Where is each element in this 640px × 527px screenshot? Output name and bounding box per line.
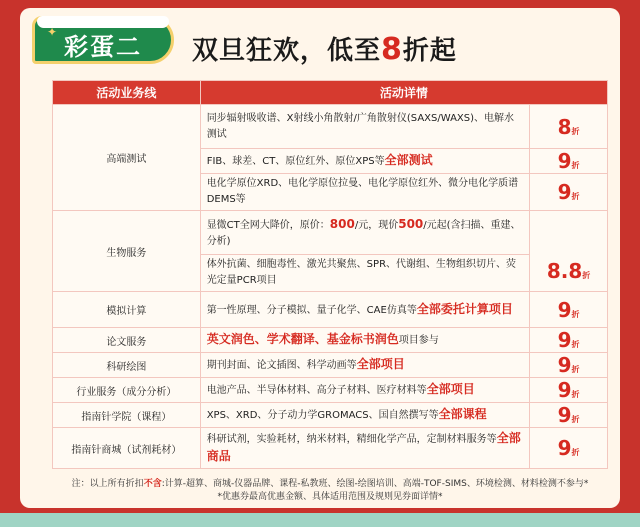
star-icon: ✦ [47,25,58,39]
footnote-rest: :计算-超算、商城-仪器品牌、课程-私教班、绘图-绘图培训、高端-TOF-SIMS、环境检测、材料检测不参与* [161,479,589,489]
table-body [53,105,608,469]
footnote-prefix: 注：以上所有折扣 [71,479,144,489]
detail-cell [200,353,529,378]
discount-value: 9 [557,328,572,352]
discount-cell [530,211,608,292]
detail-text: 电池产品、半导体材料、高分子材料、医疗材料等 [206,385,427,396]
detail-highlight: 500 [398,216,424,231]
detail-highlight: 英文润色、学术翻译、基金标书润色 [206,332,399,346]
discount-cell [530,428,608,469]
discount-value: 8 [557,114,572,139]
discount-unit: 折 [571,161,580,170]
detail-cell [200,211,529,255]
business-line-cell: 论文服务 [53,328,201,353]
detail-cell [200,292,529,328]
detail-cell [200,328,529,353]
footnote-highlight: 不含 [143,479,162,489]
discount-value: 9 [557,378,572,402]
page-bottom-strip [0,513,640,527]
detail-text: 科研试剂，实验耗材，纳米材料，精细化学产品，定制材料服务等 [206,434,497,445]
table-row [53,428,608,469]
discount-cell [530,292,608,328]
discount-unit: 折 [571,309,580,319]
business-line-cell: 模拟计算 [53,292,201,328]
discount-unit: 折 [571,448,580,457]
table-row [53,378,608,403]
table-row [53,105,608,149]
detail-cell [200,378,529,403]
detail-text: XPS、XRD、分子动力学GROMACS、国自然撰写等 [206,410,439,421]
detail-highlight: 全部测试 [384,153,433,167]
easter-egg-badge [32,16,174,64]
detail-cell [200,255,529,292]
detail-text: 电化学原位XRD、电化学原位拉曼、电化学原位红外、微分电化学质谱DEMS等 [206,178,519,205]
discount-value: 8.8 [546,259,583,283]
footnote-line-2: *优惠券最高优惠金额、具体适用范围及规则见券面详情* [217,492,443,502]
promo-card [20,8,620,508]
discount-cell [530,403,608,428]
discount-value: 9 [557,297,572,322]
footnote-line-1 [50,478,610,491]
discount-value: 9 [557,180,572,204]
headline-discount-number: 8 [381,32,403,67]
header-details: 活动详情 [200,81,607,105]
detail-text: /元，现价 [354,219,399,231]
detail-cell [200,149,529,174]
detail-highlight: 全部项目 [356,357,405,371]
discount-value: 9 [557,149,572,173]
table-header-row [53,81,608,105]
discount-cell [530,105,608,149]
discount-unit: 折 [571,192,580,201]
discount-cell [530,378,608,403]
detail-cell [200,174,529,211]
footnote [50,478,610,504]
detail-text: FIB、球差、CT、原位红外、原位XPS等 [206,156,385,167]
table-row [53,292,608,328]
headline-prefix: 双旦狂欢，低至 [192,36,382,66]
detail-text: 项目参与 [398,335,439,346]
discount-value: 9 [557,436,572,460]
discount-unit: 折 [571,126,580,136]
discount-unit: 折 [571,340,580,349]
business-line-cell: 高端测试 [53,105,201,211]
discount-cell [530,353,608,378]
discount-unit: 折 [571,365,580,374]
table-row [53,328,608,353]
discount-unit: 折 [582,271,591,280]
detail-text: 期刊封面、论文插图、科学动画等 [206,360,357,371]
detail-cell [200,428,529,469]
detail-highlight: 全部商品 [206,431,521,463]
discount-cell [530,328,608,353]
discount-cell [530,174,608,211]
detail-cell [200,105,529,149]
detail-text: 体外抗菌、细胞毒性、激光共聚焦、SPR、代谢组、生物组织切片、荧光定量PCR项目 [206,259,517,286]
detail-highlight: 全部委托计算项目 [416,301,513,316]
discount-value: 9 [557,403,572,427]
detail-text: /元起(含扫描、重建、分析) [206,219,521,247]
discount-cell [530,149,608,174]
business-line-cell: 生物服务 [53,211,201,292]
business-line-cell: 指南针学院（课程） [53,403,201,428]
business-line-cell: 行业服务（成分分析） [53,378,201,403]
table-row [53,353,608,378]
badge-label: 彩蛋二 [64,32,142,61]
header-business-line: 活动业务线 [53,81,201,105]
discount-unit: 折 [571,390,580,399]
detail-text: 同步辐射吸收谱、X射线小角散射/广角散射仪(SAXS/WAXS)、电解水测试 [206,112,515,140]
headline-suffix: 折起 [402,36,457,66]
table-row [53,403,608,428]
detail-text: 显微CT全网大降价，原价： [206,219,330,231]
promo-table [52,80,608,469]
promo-header [20,8,620,72]
promo-headline [192,30,457,67]
discount-unit: 折 [571,415,580,424]
table-row [53,211,608,255]
business-line-cell: 指南针商城（试剂耗材） [53,428,201,469]
discount-value: 9 [557,353,572,377]
detail-highlight: 全部课程 [438,407,487,421]
detail-text: 第一性原理、分子模拟、量子化学、CAE仿真等 [206,304,417,316]
detail-highlight: 全部项目 [426,382,475,396]
business-line-cell: 科研绘图 [53,353,201,378]
detail-highlight: 800 [329,216,355,231]
detail-cell [200,403,529,428]
